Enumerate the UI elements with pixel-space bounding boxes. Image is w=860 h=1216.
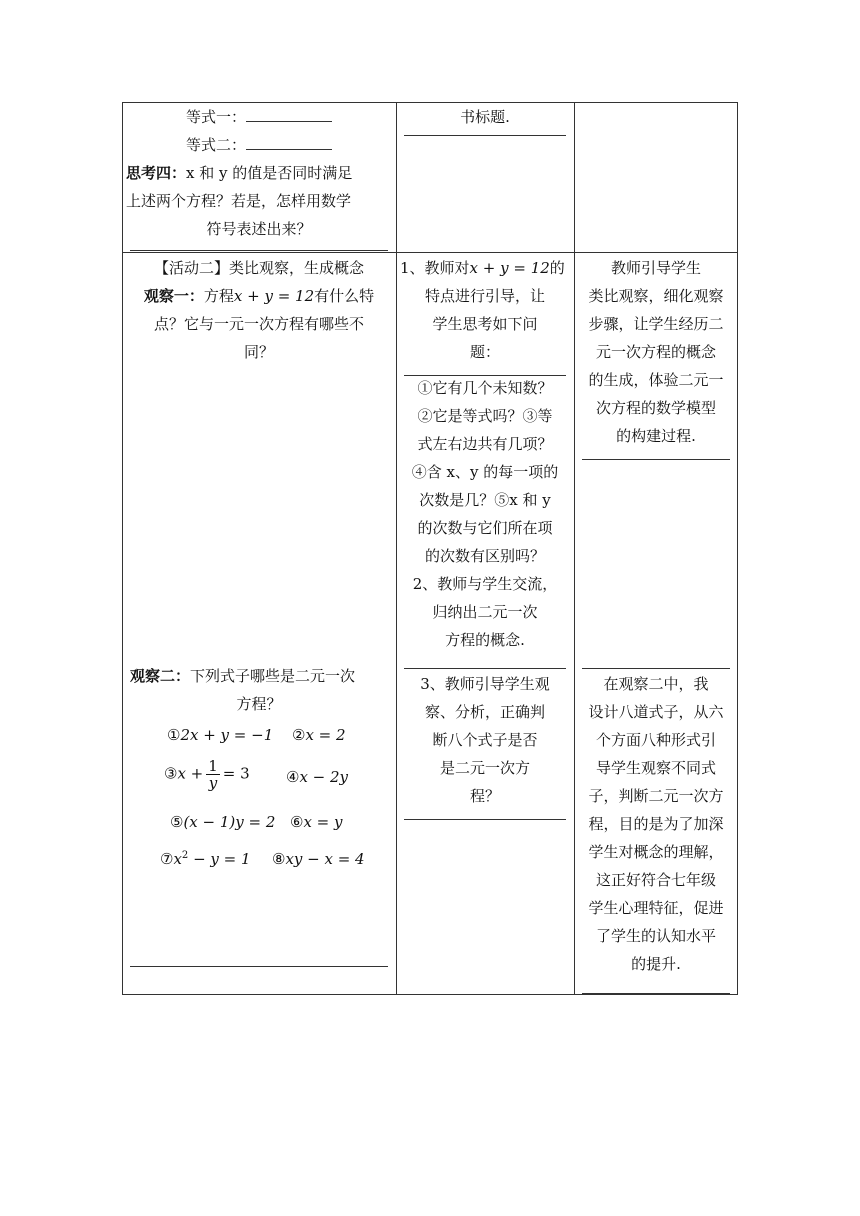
intent-line: 次方程的数学模型: [595, 399, 716, 417]
equation-number: ①: [167, 726, 181, 744]
design-intent-1: [578, 254, 734, 450]
observation-one-block: [126, 254, 392, 366]
p1-text-a: 1、教师对: [400, 259, 470, 277]
observation-two-line: [126, 662, 392, 690]
row1-mid-cell: [400, 103, 570, 131]
intent-line: 程，目的是为了加深: [588, 815, 724, 833]
p2-line-2: 归纳出二元一次: [432, 603, 538, 621]
question-line: ②它是等式吗？③等: [417, 407, 553, 425]
column-divider-2: [574, 102, 575, 995]
obs2-line-2: 方程？: [236, 695, 282, 713]
obs1-text-a: 方程: [203, 287, 234, 305]
equation-one-line: [126, 103, 392, 131]
observation-one-line: [126, 282, 392, 310]
question-line: ①它有几个未知数？: [417, 379, 553, 397]
equation-number: ⑦: [160, 850, 174, 868]
intent-line: 步骤，让学生经历二: [588, 315, 724, 333]
equation-expr: x = 2: [305, 726, 346, 744]
blank-fill: [246, 133, 332, 150]
cell-underline: [582, 993, 730, 994]
intent-line: 的生成，体验二元一: [588, 371, 724, 389]
activity-two-title: 【活动二】类比观察，生成概念: [153, 259, 364, 277]
teacher-activity-1: [400, 254, 570, 366]
p1-line-3: 学生思考如下问: [432, 315, 538, 333]
observation-one-label: 观察一：: [143, 287, 204, 305]
intent-line: 这正好符合七年级: [595, 871, 716, 889]
equation-two-label: 等式二：: [185, 136, 246, 154]
intent-line: 设计八道式子，从六: [588, 703, 724, 721]
p2-line-3: 方程的概念.: [445, 631, 525, 649]
think-four-text-3: 符号表述出来？: [206, 220, 312, 238]
equation-8: [272, 850, 365, 868]
think-four-label: 思考四：: [126, 164, 187, 182]
equation-one-label: 等式一：: [185, 108, 246, 126]
blank-fill: [246, 105, 332, 122]
p1-line-1: [400, 254, 570, 282]
equation-expr: xy − x = 4: [285, 850, 365, 868]
p1-line-4: 题：: [469, 343, 500, 361]
intent-line: 元一次方程的概念: [595, 343, 716, 361]
observation-two-block: [126, 662, 392, 718]
equation-number: ⑧: [272, 850, 286, 868]
p1-equation: x + y = 12: [469, 259, 550, 277]
equation-expr: x = y: [303, 813, 343, 831]
p3-line-2: 察、分析，正确判: [424, 703, 545, 721]
intent-line: 类比观察，细化观察: [588, 287, 724, 305]
think-four-line: [126, 159, 392, 187]
obs2-text: 下列式子哪些是二元一次: [190, 667, 356, 685]
p3-line-4: 是二元一次方: [439, 759, 530, 777]
question-line: 的次数有区别吗？: [424, 547, 545, 565]
cell-underline: [130, 966, 388, 967]
equation-rhs: = 3: [222, 764, 250, 783]
exponent: 2: [181, 850, 189, 861]
intent-line: 了学生的认知水平: [595, 927, 716, 945]
question-list: [400, 374, 570, 654]
row1-left-cell: [126, 103, 392, 243]
intent-line: 子，判断二元一次方: [588, 787, 724, 805]
equation-number: ②: [292, 726, 306, 744]
obs1-equation: x + y = 12: [233, 287, 315, 305]
think-four-text-2: 上述两个方程？若是，怎样用数学: [126, 192, 352, 210]
equation-number: ⑤: [170, 813, 184, 831]
p3-line-3: 断八个式子是否: [432, 731, 538, 749]
intent-line: 个方面八种形式引: [595, 731, 716, 749]
equation-number: ⑥: [290, 813, 304, 831]
intent-line: 教师引导学生: [610, 259, 701, 277]
fraction: [206, 758, 220, 791]
cell-underline: [404, 819, 566, 820]
p1-text-b: 的: [549, 259, 565, 277]
p2-line-1: 2、教师与学生交流，: [412, 575, 558, 593]
intent-line: 在观察二中，我: [603, 675, 709, 693]
question-line: 式左右边共有几项？: [417, 435, 553, 453]
equation-expr-rest: − y = 1: [188, 850, 251, 868]
cell-underline: [582, 668, 730, 669]
question-line: 次数是几？⑤x 和 y: [419, 491, 551, 509]
cell-underline: [130, 250, 388, 251]
equation-number: ④: [286, 768, 300, 786]
equation-2: [292, 726, 346, 744]
obs1-line-2: 点？它与一元一次方程有哪些不: [153, 315, 364, 333]
intent-line: 的提升.: [631, 955, 681, 973]
equation-expr: x +: [177, 764, 204, 783]
fraction-denominator: y: [208, 774, 218, 792]
design-intent-2: [578, 670, 734, 978]
fraction-numerator: 1: [208, 757, 218, 775]
intent-line: 导学生观察不同式: [595, 759, 716, 777]
intent-line: 的构建过程.: [616, 427, 696, 445]
equation-7: [160, 850, 251, 868]
cell-underline: [582, 459, 730, 460]
equation-expr: (x − 1)y = 2: [183, 813, 276, 831]
intent-line: 学生心理特征，促进: [588, 899, 724, 917]
equation-6: [290, 813, 343, 831]
p1-line-2: 特点进行引导，让: [424, 287, 545, 305]
question-line: ④含 x、y 的每一项的: [411, 463, 559, 481]
obs1-line-3: 同？: [243, 343, 274, 361]
row-divider: [122, 252, 738, 253]
p3-line-5: 程？: [469, 787, 500, 805]
equation-expr: x − 2y: [299, 768, 349, 786]
intent-line: 学生对概念的理解，: [588, 843, 724, 861]
think-four-text: x 和 y 的值是否同时满足: [186, 164, 353, 182]
equation-two-line: [126, 131, 392, 159]
equation-4: [286, 768, 348, 786]
p3-line-1: 3、教师引导学生观: [420, 675, 550, 693]
obs1-text-b: 有什么特: [314, 287, 375, 305]
equation-3: [164, 758, 250, 791]
equation-1: [167, 726, 273, 744]
equation-5: [170, 813, 275, 831]
teacher-activity-3: [400, 670, 570, 810]
question-line: 的次数与它们所在项: [417, 519, 553, 537]
equation-number: ③: [164, 764, 178, 783]
cell-underline: [404, 135, 566, 136]
column-divider-1: [396, 102, 397, 995]
cell-underline: [404, 668, 566, 669]
equation-expr: x: [173, 850, 182, 868]
equation-expr: 2x + y = −1: [180, 726, 274, 744]
observation-two-label: 观察二：: [130, 667, 191, 685]
mid-text: 书标题.: [460, 108, 510, 126]
